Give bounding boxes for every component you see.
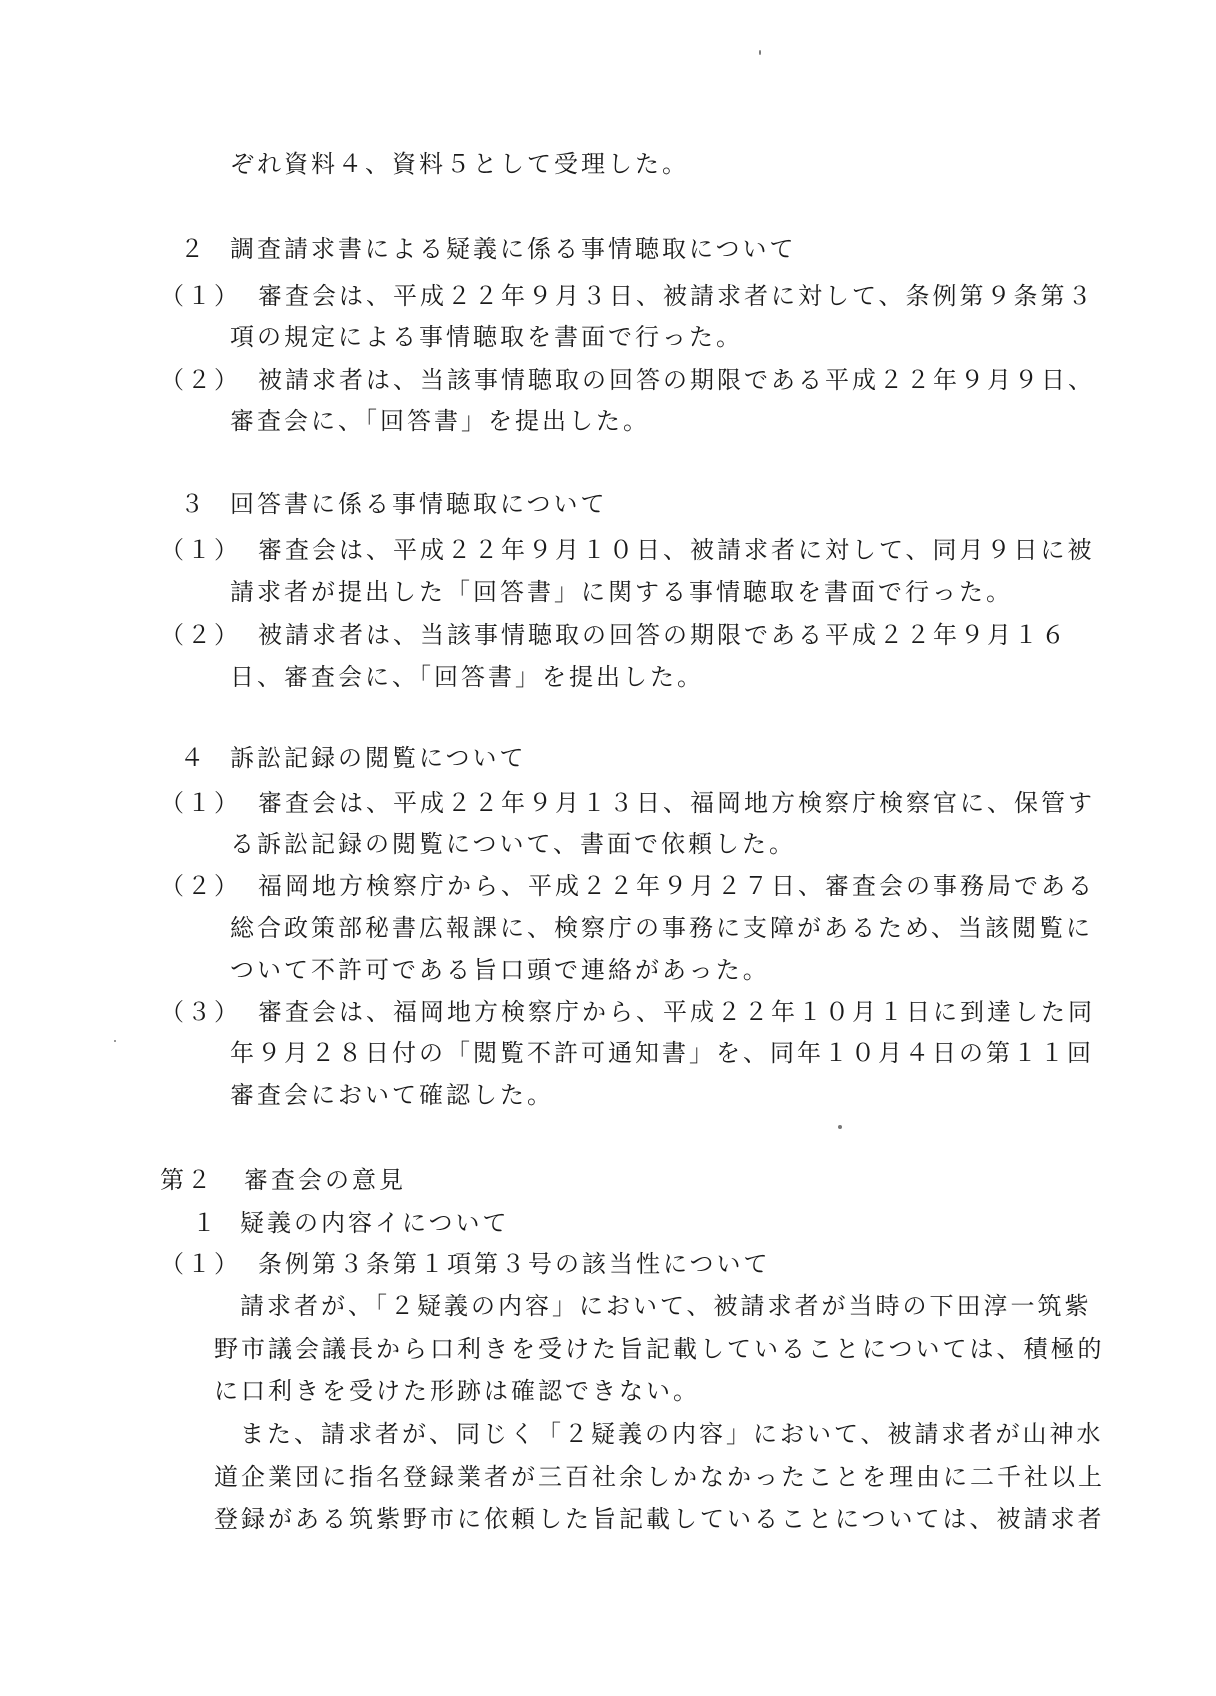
item-number: （１） bbox=[160, 536, 241, 564]
section-number: ３ bbox=[180, 490, 207, 518]
chapter-heading: 審査会の意見 bbox=[244, 1166, 406, 1194]
item-heading: 条例第３条第１項第３号の該当性について bbox=[258, 1250, 771, 1278]
text-line: ついて不許可である旨口頭で連絡があった。 bbox=[230, 956, 770, 984]
text-line: 請求者が、「２疑義の内容」において、被請求者が当時の下田淳一筑紫 bbox=[240, 1292, 1092, 1320]
text-line: 審査会は、平成２２年９月３日、被請求者に対して、条例第９条第３ bbox=[258, 282, 1095, 310]
text-line: 野市議会議長から口利きを受けた旨記載していることについては、積極的 bbox=[214, 1335, 1105, 1363]
text-line: 被請求者は、当該事情聴取の回答の期限である平成２２年９月９日、 bbox=[258, 366, 1095, 394]
text-line: 請求者が提出した「回答書」に関する事情聴取を書面で行った。 bbox=[230, 578, 1013, 606]
item-number: （１） bbox=[160, 282, 241, 310]
text-line: に口利きを受けた形跡は確認できない。 bbox=[214, 1377, 700, 1405]
text-line: 被請求者は、当該事情聴取の回答の期限である平成２２年９月１６ bbox=[258, 621, 1068, 649]
text-line: 審査会は、平成２２年９月１３日、福岡地方検察庁検察官に、保管す bbox=[258, 789, 1095, 817]
item-number: （１） bbox=[160, 1250, 241, 1278]
section-heading: 回答書に係る事情聴取について bbox=[230, 490, 608, 518]
text-line: 登録がある筑紫野市に依頼した旨記載していることについては、被請求者 bbox=[214, 1505, 1105, 1533]
item-number: （１） bbox=[160, 789, 241, 817]
section-number: ２ bbox=[180, 235, 207, 263]
text-line: また、請求者が、同じく「２疑義の内容」において、被請求者が山神水 bbox=[240, 1420, 1104, 1448]
section-heading: 疑義の内容イについて bbox=[240, 1209, 510, 1237]
text-line: 審査会において確認した。 bbox=[230, 1081, 554, 1109]
section-number: ４ bbox=[180, 744, 207, 772]
text-line: 福岡地方検察庁から、平成２２年９月２７日、審査会の事務局である bbox=[258, 872, 1095, 900]
text-line: 審査会に、「回答書」を提出した。 bbox=[230, 407, 650, 435]
text-line: 審査会は、福岡地方検察庁から、平成２２年１０月１日に到達した同 bbox=[258, 998, 1095, 1026]
section-number: １ bbox=[192, 1209, 219, 1237]
chapter-number: 第２ bbox=[160, 1166, 214, 1194]
item-number: （３） bbox=[160, 998, 241, 1026]
text-line: 年９月２８日付の「閲覧不許可通知書」を、同年１０月４日の第１１回 bbox=[230, 1039, 1094, 1067]
text-line: 総合政策部秘書広報課に、検察庁の事務に支障があるため、当該閲覧に bbox=[230, 914, 1094, 942]
text-line: ぞれ資料４、資料５として受理した。 bbox=[230, 150, 689, 178]
text-line: 道企業団に指名登録業者が三百社余しかなかったことを理由に二千社以上 bbox=[214, 1463, 1105, 1491]
scan-speck bbox=[838, 1125, 842, 1129]
text-line: る訴訟記録の閲覧について、書面で依頼した。 bbox=[230, 830, 797, 858]
scan-speck bbox=[114, 1040, 116, 1042]
text-line: 項の規定による事情聴取を書面で行った。 bbox=[230, 323, 743, 351]
section-heading: 調査請求書による疑義に係る事情聴取について bbox=[230, 235, 797, 263]
item-number: （２） bbox=[160, 872, 241, 900]
item-number: （２） bbox=[160, 621, 241, 649]
scan-speck bbox=[759, 50, 761, 55]
text-line: 日、審査会に、「回答書」を提出した。 bbox=[230, 663, 704, 691]
text-line: 審査会は、平成２２年９月１０日、被請求者に対して、同月９日に被 bbox=[258, 536, 1095, 564]
section-heading: 訴訟記録の閲覧について bbox=[230, 744, 527, 772]
item-number: （２） bbox=[160, 366, 241, 394]
